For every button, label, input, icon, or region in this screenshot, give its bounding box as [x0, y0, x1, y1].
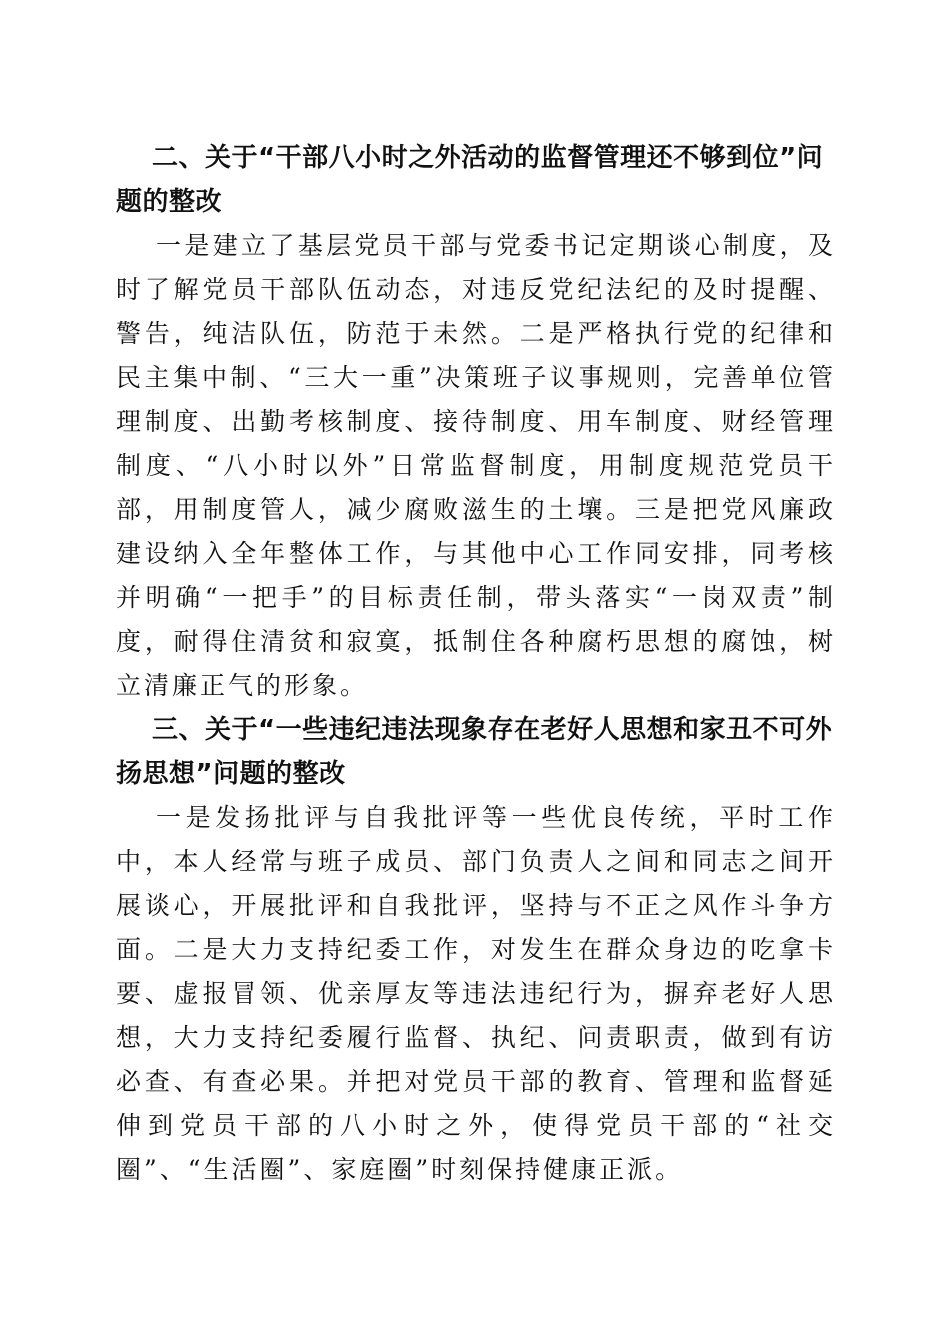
document-body: [116, 136, 836, 1192]
section-paragraph-2: 一是建立了基层党员干部与党委书记定期谈心制度，及时了解党员干部队伍动态，对违反党纪法纪的及时提醒、警告，纯洁队伍，防范于未然。二是严格执行党的纪律和民主集中制、“三大一重”决策班子议事规则，完善单位管理制度、出勤考核制度、接待制度、用车制度、财经管理制度、“八小时以外”日常监督制度，用制度规范党员干部，用制度管人，减少腐败滋生的土壤。三是把党风廉政建设纳入全年整体工作，与其他中心工作同安排，同考核并明确“一把手”的目标责任制，带头落实“一岗双责”制度，耐得住清贫和寂寞，抵制住各种腐朽思想的腐蚀，树立清廉正气的形象。: [116, 231, 836, 700]
section-heading-2: 二、关于“干部八小时之外活动的监督管理还不够到位”问题的整改: [116, 143, 824, 217]
section-paragraph-3: 一是发扬批评与自我批评等一些优良传统，平时工作中，本人经常与班子成员、部门负责人之间和同志之间开展谈心，开展批评和自我批评，坚持与不正之风作斗争方面。二是大力支持纪委工作，对发生在群众身边的吃拿卡要、虚报冒领、优亲厚友等违法违纪行为，摒弃老好人思想，大力支持纪委履行监督、执纪、问责职责，做到有访必查、有查必果。并把对党员干部的教育、管理和监督延伸到党员干部的八小时之外，使得党员干部的“社交圈”、“生活圈”、家庭圈”时刻保持健康正派。: [116, 803, 836, 1184]
section-heading-3: 三、关于“一些违纪违法现象存在老好人思想和家丑不可外扬思想”问题的整改: [116, 715, 833, 789]
